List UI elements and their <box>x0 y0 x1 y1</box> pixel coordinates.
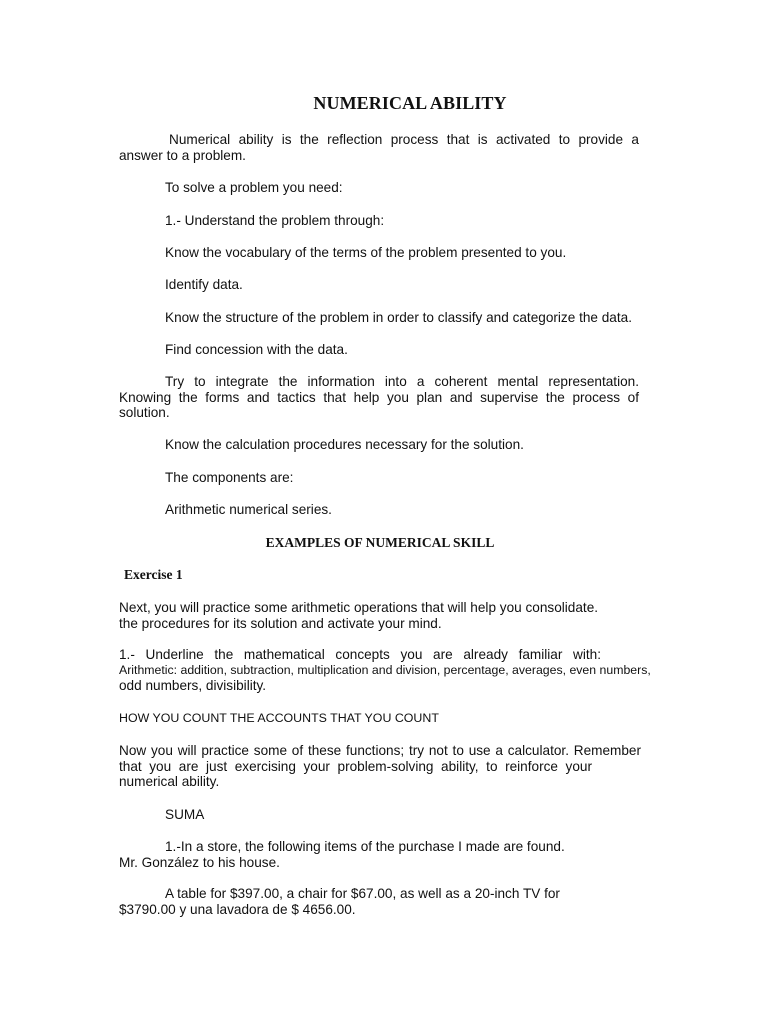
series-line: Arithmetic numerical series. <box>165 502 332 517</box>
document-title: NUMERICAL ABILITY <box>313 93 507 113</box>
understand-line: 1.- Understand the problem through: <box>165 213 385 228</box>
store-paragraph <box>119 839 639 870</box>
store-line-2: Mr. González to his house. <box>119 854 280 870</box>
exercise-heading: Exercise 1 <box>124 567 183 582</box>
how-count-heading <box>119 711 639 727</box>
examples-heading: EXAMPLES OF NUMERICAL SKILL <box>265 535 495 550</box>
suma-heading <box>119 807 639 823</box>
intro-paragraph <box>119 132 639 163</box>
underline-line-2: Arithmetic: addition, subtraction, multiplication and division, percentage, averages, even numbers, <box>119 662 651 677</box>
structure-line: Know the structure of the problem in order to classify and categorize the data. <box>165 310 632 325</box>
underline-line-3: odd numbers, divisibility. <box>119 678 267 694</box>
suma-line: SUMA <box>165 807 205 822</box>
series-text <box>119 502 639 518</box>
table-paragraph <box>119 886 639 917</box>
table-line-2: $3790.00 y una lavadora de $ 4656.00. <box>119 901 356 917</box>
functions-paragraph <box>119 743 641 790</box>
intro-line-2: answer to a problem. <box>119 147 246 163</box>
practice-line-1: Next, you will practice some arithmetic operations that will help you consolidate. <box>119 600 599 615</box>
components-text <box>119 470 639 486</box>
underline-line-1: 1.- Underline the mathematical concepts you are already familiar with: <box>119 647 601 662</box>
how-count-line: HOW YOU COUNT THE ACCOUNTS THAT YOU COUNT <box>119 711 439 725</box>
concession-line: Find concession with the data. <box>165 342 348 357</box>
calculation-line: Know the calculation procedures necessary for the solution. <box>165 437 524 452</box>
components-line: The components are: <box>165 470 294 485</box>
vocabulary-line: Know the vocabulary of the terms of the problem presented to you. <box>165 245 567 260</box>
understand-text <box>119 213 639 229</box>
integrate-line-3: solution. <box>119 405 170 421</box>
practice-paragraph <box>119 600 679 631</box>
integrate-line-2: Knowing the forms and tactics that help you plan and supervise the process of <box>119 389 639 405</box>
functions-line-3: numerical ability. <box>119 774 220 790</box>
store-line-1: 1.-In a store, the following items of the purchase I made are found. <box>165 839 565 854</box>
solve-need-text <box>119 180 639 196</box>
table-line-1: A table for $397.00, a chair for $67.00, as well as a 20-inch TV for <box>165 886 560 901</box>
vocabulary-text <box>119 245 639 261</box>
calculation-text <box>119 437 639 453</box>
practice-line-2: the procedures for its solution and activate your mind. <box>119 615 442 631</box>
concession-text <box>119 342 639 358</box>
integrate-paragraph <box>119 374 639 421</box>
functions-line-1: Now you will practice some of these functions; try not to use a calculator. Remember <box>119 743 641 758</box>
intro-line-1: Numerical ability is the reflection process that is activated to provide a <box>169 132 639 147</box>
structure-text <box>119 310 639 326</box>
functions-line-2: that you are just exercising your problem-solving ability, to reinforce your <box>119 758 592 774</box>
identify-line: Identify data. <box>165 277 243 292</box>
identify-text <box>119 277 639 293</box>
integrate-line-1: Try to integrate the information into a coherent mental representation. <box>165 374 639 389</box>
underline-paragraph <box>119 647 651 694</box>
solve-need-line: To solve a problem you need: <box>165 180 343 195</box>
